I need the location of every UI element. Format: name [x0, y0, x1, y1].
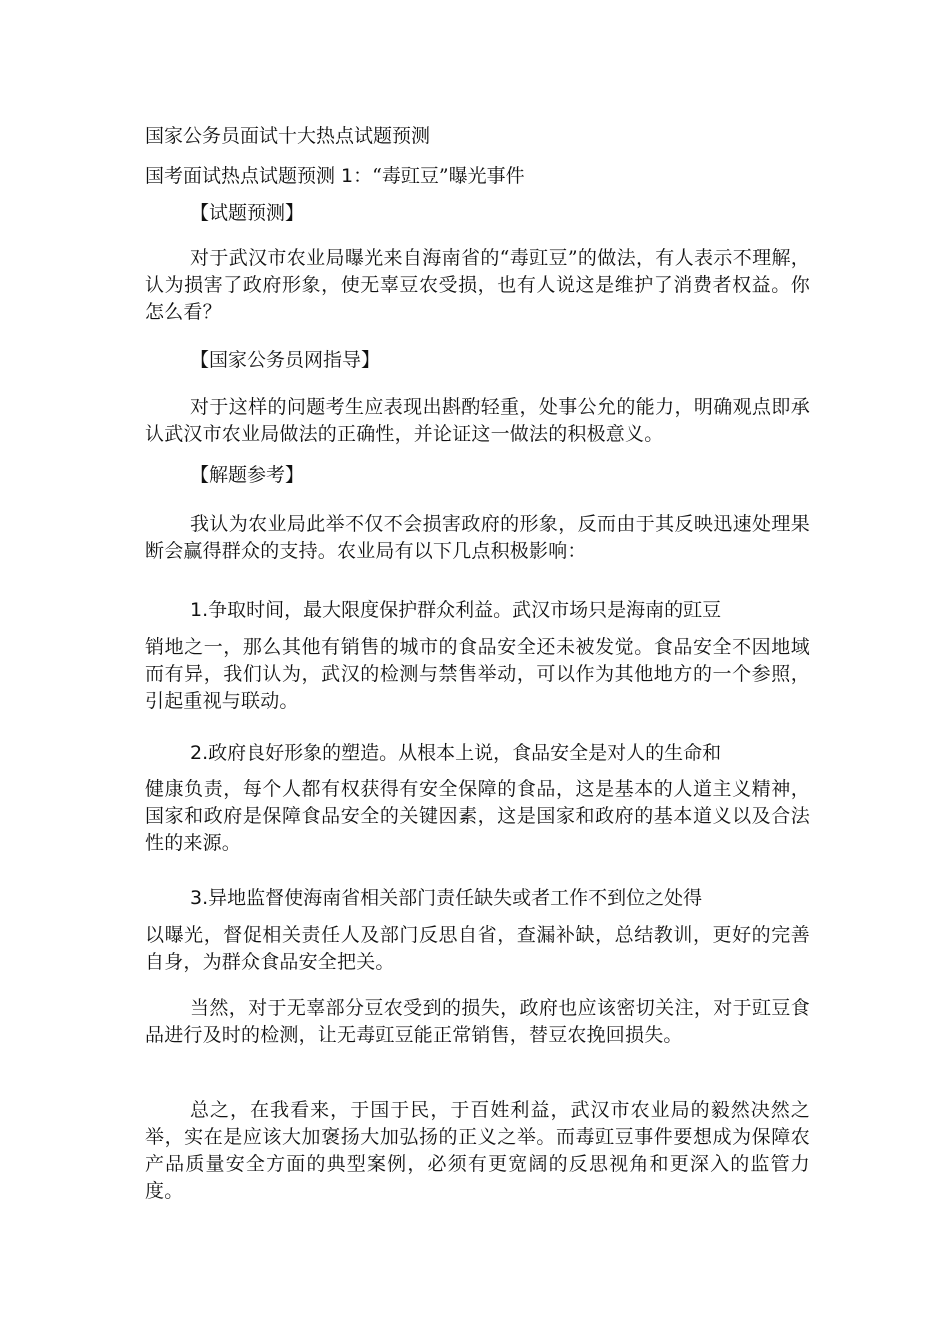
point-3-number: 3.: [190, 887, 209, 909]
point-2-lead: [190, 740, 721, 767]
point-2-first-line: 政府良好形象的塑造。从根本上说，食品安全是对人的生命和: [208, 742, 722, 764]
question-paragraph: 对于武汉市农业局曝光来自海南省的“毒豇豆”的做法，有人表示不理解，认为损害了政府形象，使无辜豆农受损，也有人说这是维护了消费者权益。你怎么看？: [145, 247, 810, 323]
point-2-number: 2.: [190, 742, 209, 764]
point-2-continuation: 健康负责，每个人都有权获得有安全保障的食品，这是基本的人道主义精神，国家和政府是保障食品安全的关键因素，这是国家和政府的基本道义以及合法性的来源。: [145, 778, 810, 854]
answer-intro-paragraph: 我认为农业局此举不仅不会损害政府的形象，反而由于其反映迅速处理果断会赢得群众的支持。农业局有以下几点积极影响：: [145, 513, 810, 562]
point-1-first-line: 争取时间，最大限度保护群众利益。武汉市场只是海南的豇豆: [208, 599, 722, 621]
section-heading-guidance: 【国家公务员网指导】: [190, 349, 381, 371]
subtitle-prefix: 国考面试热点试题预测: [145, 165, 342, 187]
point-3-first-line: 异地监督使海南省相关部门责任缺失或者工作不到位之处得: [208, 887, 703, 909]
guidance-paragraph: 对于这样的问题考生应表现出斟酌轻重，处事公允的能力，明确观点即承认武汉市农业局做法的正确性，并论证这一做法的积极意义。: [145, 396, 810, 445]
conclusion-paragraph: 总之，在我看来，于国于民，于百姓利益，武汉市农业局的毅然决然之举，实在是应该大加褒扬大加弘扬的正义之举。而毒豇豆事件要想成为保障农产品质量安全方面的典型案例，必须有更宽阔的反思视角和更深入的监管力度。: [145, 1099, 810, 1202]
section-heading-answer: 【解题参考】: [190, 464, 305, 486]
document-title: 国家公务员面试十大热点试题预测: [145, 125, 431, 147]
point-3-continuation: 以曝光，督促相关责任人及部门反思自省，查漏补缺，总结教训，更好的完善自身，为群众食品安全把关。: [145, 924, 810, 973]
point-3-lead: [190, 885, 702, 912]
subtitle-number: 1: [341, 165, 354, 187]
section-heading-prediction: 【试题预测】: [190, 202, 305, 224]
compensation-paragraph: 当然，对于无辜部分豆农受到的损失，政府也应该密切关注，对于豇豆食品进行及时的检测，让无毒豇豆能正常销售，替豆农挽回损失。: [145, 997, 810, 1046]
document-subtitle: [145, 163, 525, 190]
point-1-number: 1.: [190, 599, 209, 621]
subtitle-rest: ：“毒豇豆”曝光事件: [353, 165, 525, 187]
point-1-lead: [190, 597, 721, 624]
point-1-continuation: 销地之一，那么其他有销售的城市的食品安全还未被发觉。食品安全不因地域而有异，我们认为，武汉的检测与禁售举动，可以作为其他地方的一个参照，引起重视与联动。: [145, 636, 810, 712]
